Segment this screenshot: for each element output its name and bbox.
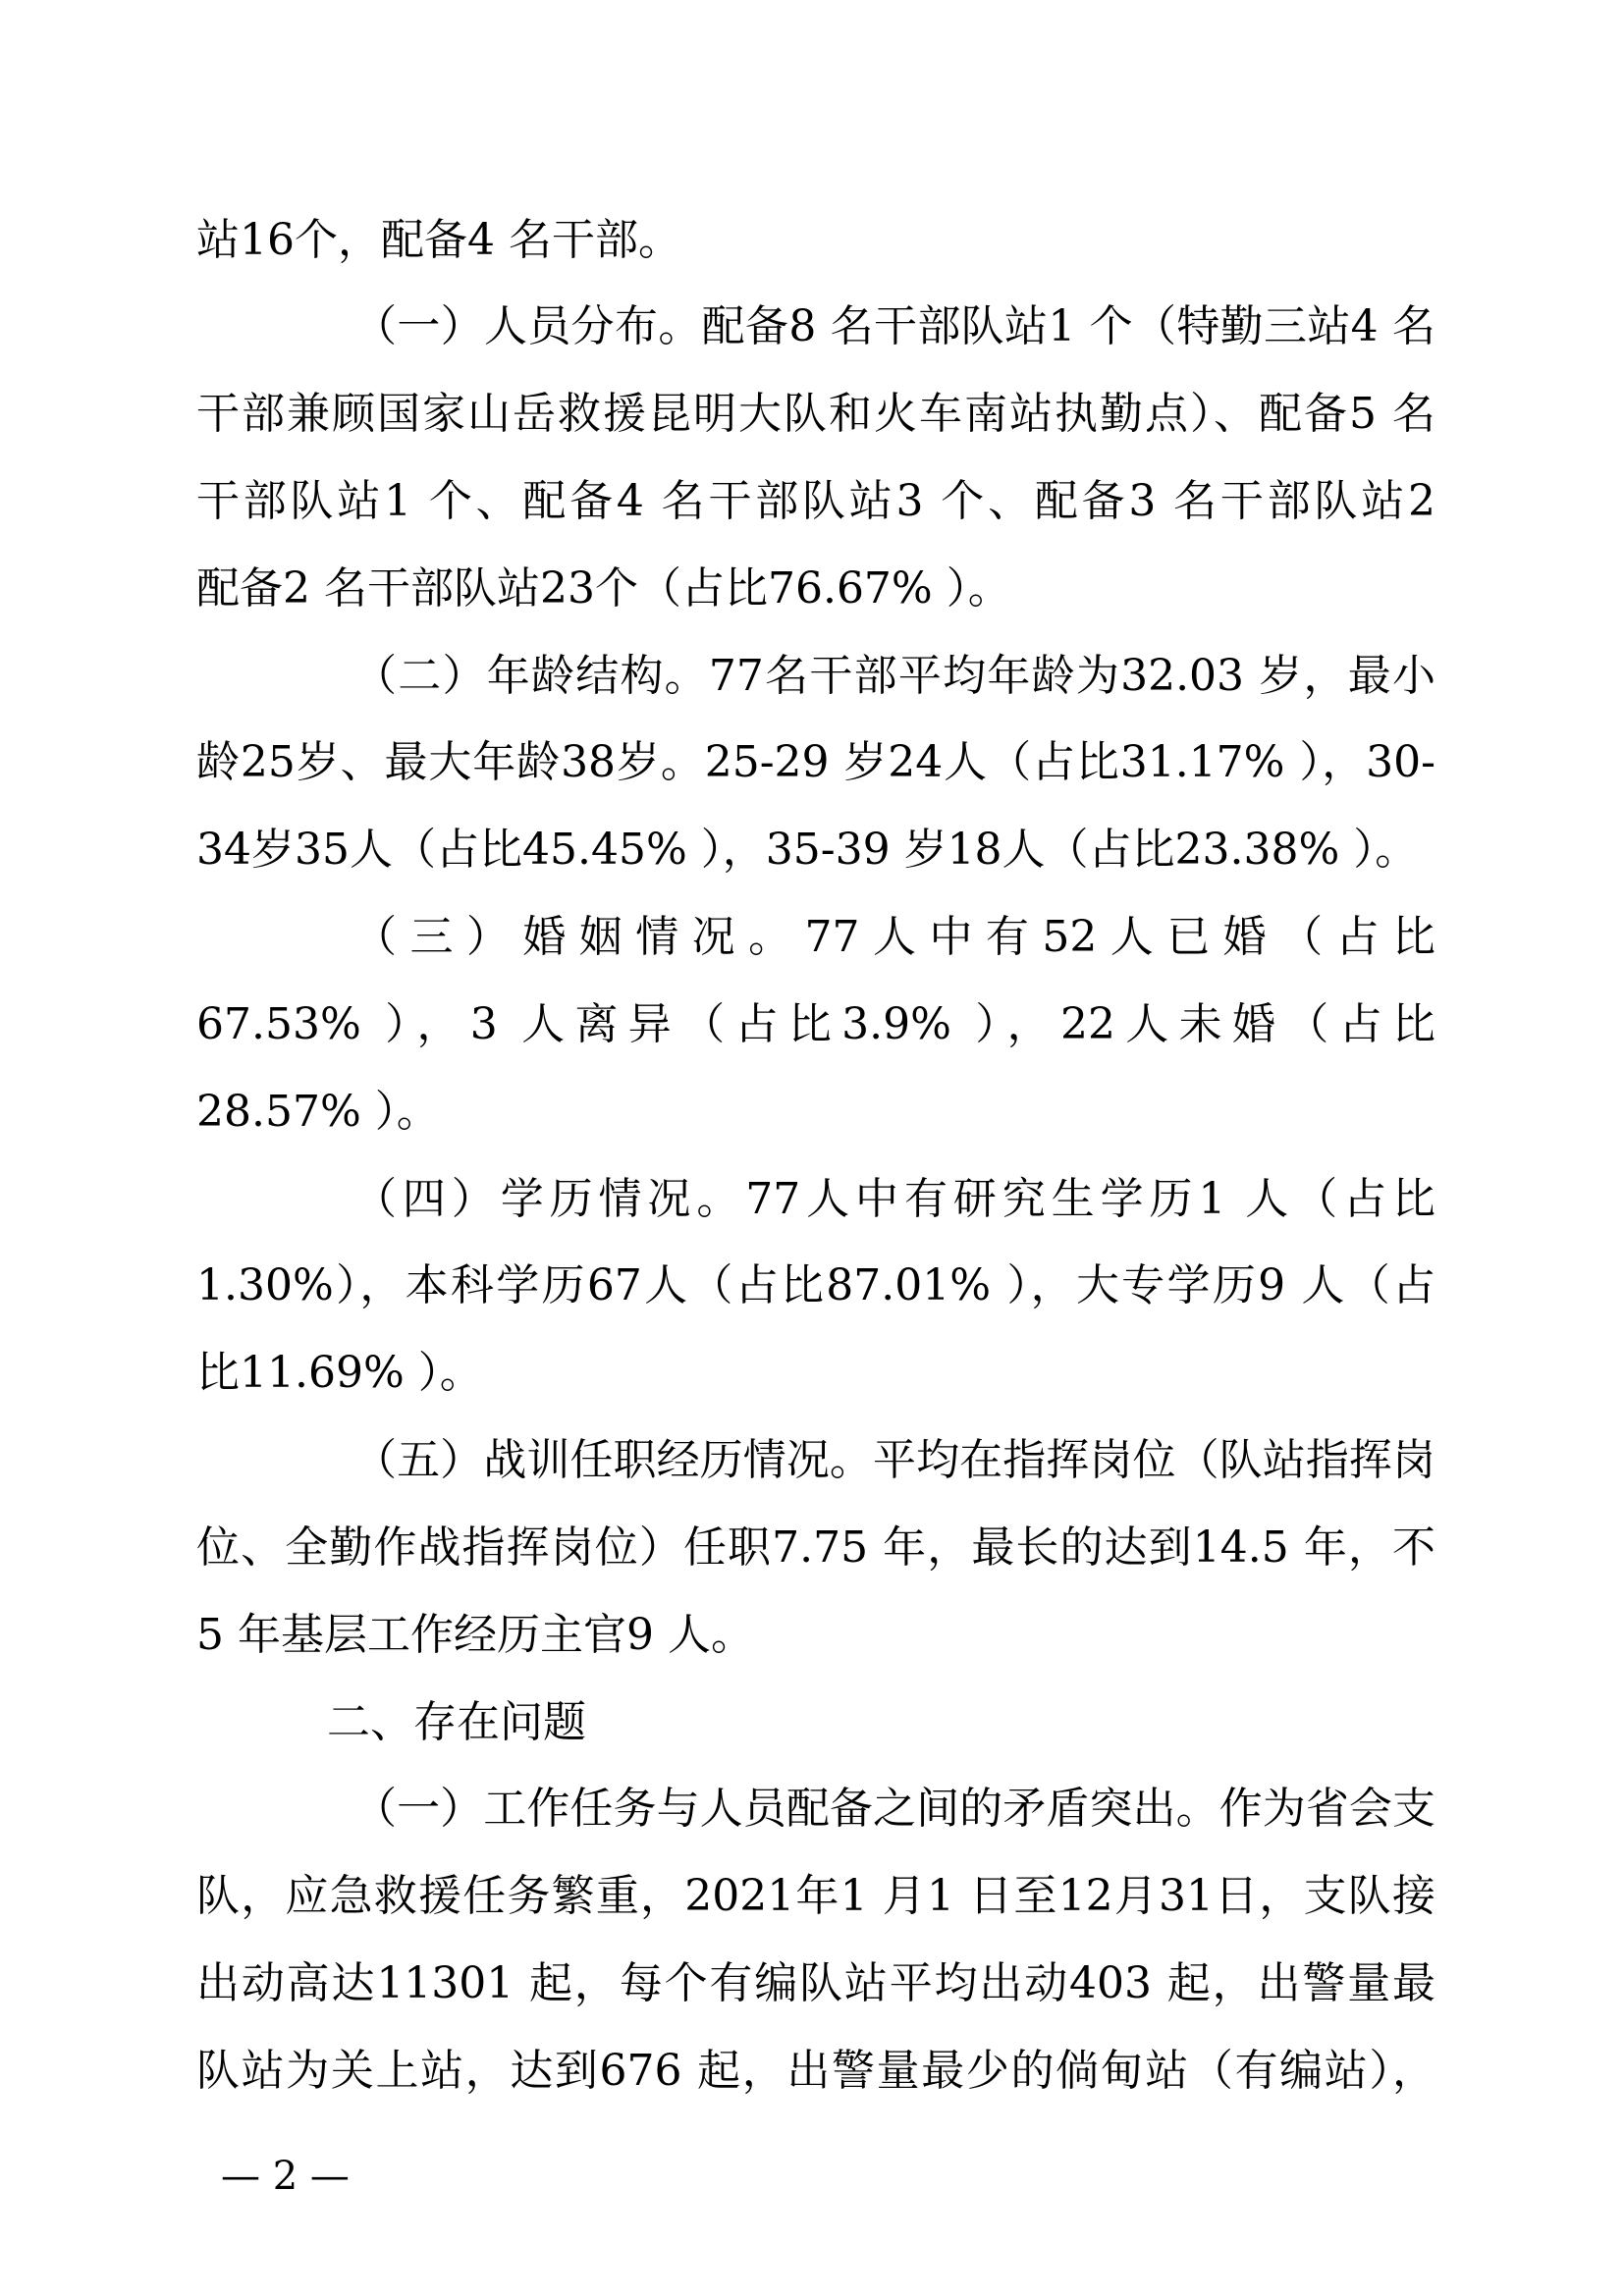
text-line: 龄25岁、最大年龄38岁。25-29 岁24人（占比31.17% ），30- xyxy=(196,737,1435,787)
text-line: （一）工作任务与人员配备之间的矛盾突出。作为省会支 xyxy=(353,1784,1435,1834)
text-line: 干部队站1 个、配备4 名干部队站3 个、配备3 名干部队站2 xyxy=(196,476,1435,526)
text-line: 比11.69% ）。 xyxy=(196,1348,483,1398)
text-line: （三）婚姻情况。77人中有52人已婚（占比 xyxy=(353,912,1435,962)
text-line: 站16个，配备4 名干部。 xyxy=(196,215,681,265)
text-line: （二）年龄结构。77名干部平均年龄为32.03 岁，最小 xyxy=(353,651,1435,701)
text-line: 队站为关上站，达到676 起，出警量最少的倘甸站（有编站）， xyxy=(196,2046,1435,2096)
text-line: 干部兼顾国家山岳救援昆明大队和火车南站执勤点）、配备5 名 xyxy=(196,389,1435,439)
text-line: 67.53% ），3 人离异（占比3.9% ），22人未婚（占比 xyxy=(196,999,1435,1049)
text-line: 位、全勤作战指挥岗位）任职7.75 年，最长的达到14.5 年，不 xyxy=(196,1522,1435,1573)
text-line: 配备2 名干部队站23个（占比76.67% ）。 xyxy=(196,563,1011,614)
text-line: 队，应急救援任务繁重，2021年1 月1 日至12月31日，支队接 xyxy=(196,1871,1435,1921)
section-heading: 二、存在问题 xyxy=(327,1697,586,1747)
text-line: （四）学历情况。77人中有研究生学历1 人（占比 xyxy=(353,1174,1435,1224)
text-line: 34岁35人（占比45.45% ），35-39 岁18人（占比23.38% ）。 xyxy=(196,825,1419,875)
text-line: 1.30%），本科学历67人（占比87.01% ），大专学历9 人（占 xyxy=(196,1260,1435,1310)
text-line: 出动高达11301 起，每个有编队站平均出动403 起，出警量最 xyxy=(196,1958,1435,2008)
text-line: （一）人员分布。配备8 名干部队站1 个（特勤三站4 名 xyxy=(353,301,1435,351)
text-line: 5 年基层工作经历主官9 人。 xyxy=(196,1610,754,1660)
page-number: — 2 — xyxy=(221,2154,350,2199)
text-line: （五）战训任职经历情况。平均在指挥岗位（队站指挥岗 xyxy=(353,1435,1435,1485)
text-line: 28.57% ）。 xyxy=(196,1087,440,1137)
